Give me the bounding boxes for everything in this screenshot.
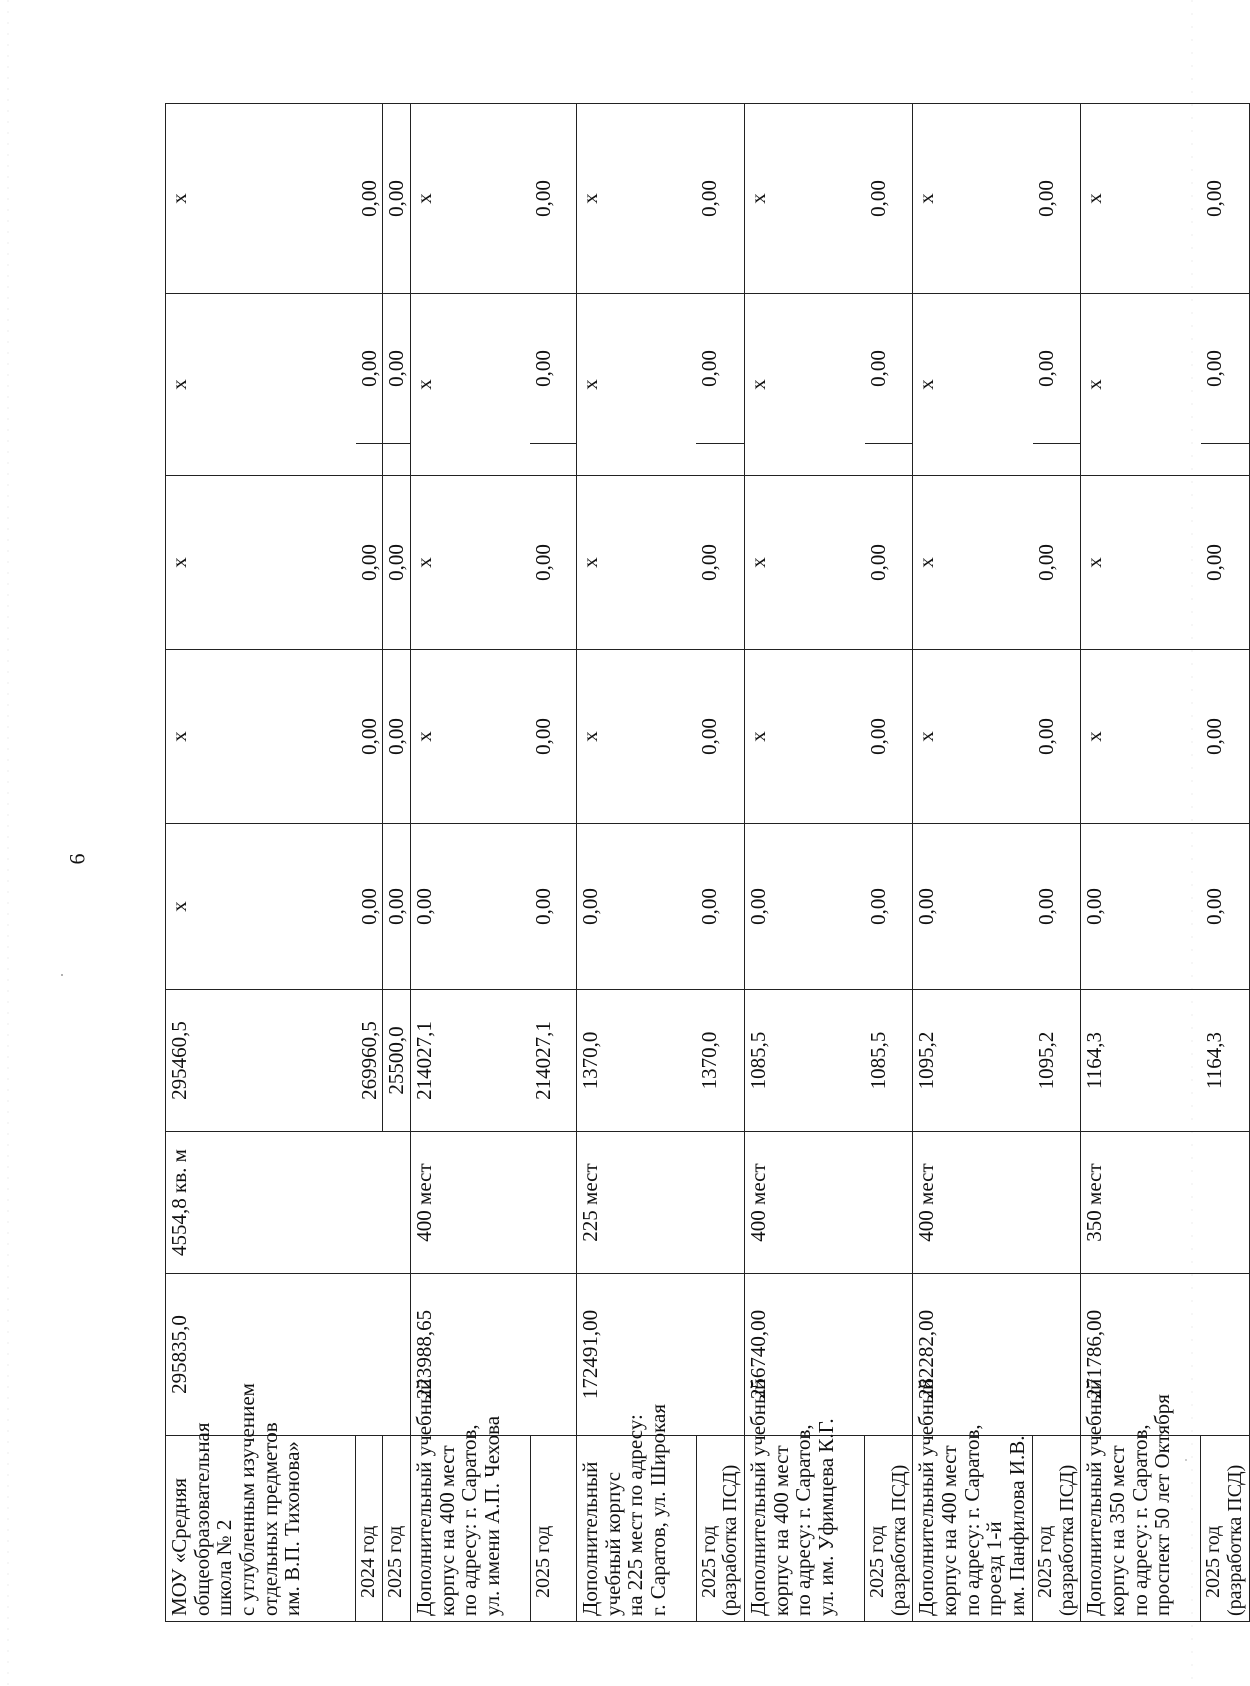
year-federal: 0,00 (383, 824, 411, 990)
year-regional: 0,00 (1033, 650, 1081, 824)
object-name-line: корпус на 400 мест (936, 1445, 961, 1616)
municipal-budget: х (745, 476, 865, 650)
object-name (410, 1378, 530, 1622)
year-label-line: (разработка ПСД) (1055, 1464, 1078, 1616)
object-row (166, 104, 356, 1622)
other-sources: х (166, 104, 356, 294)
object-name (913, 1378, 1033, 1622)
year-label (1201, 1436, 1249, 1622)
object-name-line: по адресу: г. Саратов, (1127, 1424, 1152, 1616)
year-municipal: 0,00 (356, 476, 383, 650)
object-name-line: отдельных предметов (257, 1422, 282, 1616)
regional-budget: х (913, 650, 1033, 824)
year-regional: 0,00 (383, 650, 411, 824)
extra-budget: х (166, 294, 356, 476)
object-name (166, 1383, 356, 1622)
object-row (576, 104, 696, 1622)
object-name (576, 1403, 696, 1622)
object-name-line: Дополнительный учебный (1082, 1378, 1107, 1616)
federal-budget: 0,00 (913, 824, 1033, 990)
extra-budget: х (913, 294, 1033, 476)
total-funding: 1095,2 (913, 990, 1033, 1132)
object-name-line: г. Саратов, ул. Широкая (645, 1403, 670, 1616)
year-total: 25500,0 (383, 990, 411, 1132)
municipal-budget: х (913, 476, 1033, 650)
federal-budget: 0,00 (576, 824, 696, 990)
municipal-budget: х (410, 476, 530, 650)
estimated-cost: 172491,00 (576, 1274, 744, 1436)
construction-objects-table (165, 103, 1250, 1622)
object-name-line: Дополнительный учебный (411, 1378, 436, 1616)
year-extra: 0,00 (383, 294, 411, 444)
year-other: 0,00 (356, 104, 383, 294)
federal-budget: 0,00 (1081, 824, 1201, 990)
year-federal: 0,00 (1033, 824, 1081, 990)
total-funding: 1164,3 (1081, 990, 1201, 1132)
year-municipal: 0,00 (1201, 476, 1249, 650)
capacity: 4554,8 кв. м (166, 1132, 411, 1274)
year-total: 269960,5 (356, 990, 383, 1132)
rotated-table-container (165, 104, 1246, 1622)
estimated-cost: 256740,00 (745, 1274, 913, 1436)
object-name-line: корпус на 400 мест (434, 1445, 459, 1616)
object-name-line: школа № 2 (212, 1519, 237, 1616)
total-funding: 214027,1 (410, 990, 530, 1132)
year-label-line: 2025 год (1034, 1525, 1057, 1598)
year-federal: 0,00 (696, 824, 744, 990)
object-row (410, 104, 530, 1622)
year-label-line: 2025 год (697, 1525, 720, 1598)
year-label (530, 1436, 576, 1622)
estimated-cost: 271786,00 (1081, 1274, 1249, 1436)
year-municipal: 0,00 (530, 476, 576, 650)
table-body (166, 104, 1250, 1622)
year-federal: 0,00 (356, 824, 383, 990)
year-label-line: 2025 год (384, 1525, 407, 1598)
page-number: 6 (64, 853, 90, 865)
year-label (1033, 1436, 1081, 1622)
year-label (383, 1436, 411, 1622)
object-name (745, 1378, 865, 1622)
year-extra: 0,00 (530, 294, 576, 444)
extra-budget: х (745, 294, 865, 476)
regional-budget: х (1081, 650, 1201, 824)
year-other: 0,00 (1201, 104, 1249, 294)
other-sources: х (913, 104, 1033, 294)
capacity: 400 мест (913, 1132, 1081, 1274)
year-total: 1370,0 (696, 990, 744, 1132)
year-label-line: 2024 год (357, 1525, 379, 1598)
year-extra-spacer (865, 444, 913, 476)
object-name-line: МОУ «Средняя (167, 1477, 191, 1616)
year-regional: 0,00 (356, 650, 383, 824)
year-label-line: (разработка ПСД) (887, 1464, 910, 1616)
year-total: 1085,5 (865, 990, 913, 1132)
estimated-cost: 295835,0 (166, 1274, 411, 1436)
object-name-line: на 225 мест по адресу: (623, 1414, 648, 1616)
year-label-line: 2025 год (866, 1525, 889, 1598)
extra-budget: х (1081, 294, 1201, 476)
object-name-line: Дополнительный (577, 1461, 602, 1616)
regional-budget: х (745, 650, 865, 824)
year-regional: 0,00 (1201, 650, 1249, 824)
year-label-line: 2025 год (531, 1525, 554, 1598)
year-other: 0,00 (383, 104, 411, 294)
object-name-line: по адресу: г. Саратов, (457, 1424, 482, 1616)
year-extra: 0,00 (865, 294, 913, 444)
total-funding: 1370,0 (576, 990, 696, 1132)
object-name-line: ул. имени А.П. Чехова (479, 1415, 504, 1616)
estimated-cost: 223988,65 (410, 1274, 576, 1436)
year-label (865, 1436, 913, 1622)
object-name-line: Дополнительный учебный (914, 1378, 939, 1616)
federal-budget: 0,00 (745, 824, 865, 990)
year-federal: 0,00 (1201, 824, 1249, 990)
object-name-line: общеобразовательная (189, 1422, 214, 1616)
year-other: 0,00 (1033, 104, 1081, 294)
year-label (356, 1436, 383, 1622)
capacity: 225 мест (576, 1132, 744, 1274)
extra-budget: х (410, 294, 530, 476)
year-extra-spacer (696, 444, 744, 476)
object-name-line: Дополнительный учебный (746, 1378, 771, 1616)
year-total: 1164,3 (1201, 990, 1249, 1132)
year-extra: 0,00 (356, 294, 383, 444)
object-row (913, 104, 1033, 1622)
object-name-line: корпус на 400 мест (768, 1445, 793, 1616)
year-municipal: 0,00 (383, 476, 411, 650)
total-funding: 295460,5 (166, 990, 356, 1132)
object-name-line: с углубленным изучением (235, 1383, 260, 1616)
other-sources: х (576, 104, 696, 294)
year-extra-spacer (383, 444, 411, 476)
object-row (745, 104, 865, 1622)
year-label-line: (разработка ПСД) (719, 1464, 742, 1616)
year-federal: 0,00 (530, 824, 576, 990)
object-name-line: корпус на 350 мест (1105, 1445, 1130, 1616)
object-name-line: по адресу: г. Саратов, (959, 1424, 984, 1616)
year-municipal: 0,00 (1033, 476, 1081, 650)
year-total: 1095,2 (1033, 990, 1081, 1132)
year-regional: 0,00 (696, 650, 744, 824)
year-label-line: (разработка ПСД) (1224, 1464, 1246, 1616)
year-municipal: 0,00 (865, 476, 913, 650)
object-name-line: учебный корпус (600, 1471, 625, 1616)
other-sources: х (1081, 104, 1201, 294)
capacity: 400 мест (745, 1132, 913, 1274)
federal-budget: 0,00 (410, 824, 530, 990)
year-extra-spacer (1201, 444, 1249, 476)
municipal-budget: х (576, 476, 696, 650)
object-row (1081, 104, 1201, 1622)
object-name-line: ул. им. Уфимцева К.Г. (814, 1418, 839, 1616)
year-other: 0,00 (865, 104, 913, 294)
year-municipal: 0,00 (696, 476, 744, 650)
year-label-line: 2025 год (1202, 1525, 1225, 1598)
year-other: 0,00 (530, 104, 576, 294)
object-name-line: по адресу: г. Саратов, (791, 1424, 816, 1616)
object-name-line: проезд 1-й (982, 1521, 1007, 1616)
municipal-budget: х (1081, 476, 1201, 650)
object-name-line: им. Панфилова И.В. (1004, 1435, 1029, 1616)
year-federal: 0,00 (865, 824, 913, 990)
year-extra-spacer (1033, 444, 1081, 476)
capacity: 400 мест (410, 1132, 576, 1274)
year-extra-spacer (356, 444, 383, 476)
year-extra: 0,00 (1201, 294, 1249, 444)
object-name (1081, 1378, 1201, 1622)
year-regional: 0,00 (865, 650, 913, 824)
year-extra: 0,00 (696, 294, 744, 444)
year-total: 214027,1 (530, 990, 576, 1132)
year-other: 0,00 (696, 104, 744, 294)
other-sources: х (410, 104, 530, 294)
regional-budget: х (576, 650, 696, 824)
year-extra: 0,00 (1033, 294, 1081, 444)
capacity: 350 мест (1081, 1132, 1249, 1274)
regional-budget: х (410, 650, 530, 824)
other-sources: х (745, 104, 865, 294)
year-regional: 0,00 (530, 650, 576, 824)
federal-budget: х (166, 824, 356, 990)
year-extra-spacer (530, 444, 576, 476)
regional-budget: х (166, 650, 356, 824)
object-name-line: им. В.П. Тихонова» (280, 1441, 305, 1616)
extra-budget: х (576, 294, 696, 476)
municipal-budget: х (166, 476, 356, 650)
object-name-line: проспект 50 лет Октября (1150, 1394, 1175, 1616)
estimated-cost: 282282,00 (913, 1274, 1081, 1436)
year-label (696, 1436, 744, 1622)
total-funding: 1085,5 (745, 990, 865, 1132)
